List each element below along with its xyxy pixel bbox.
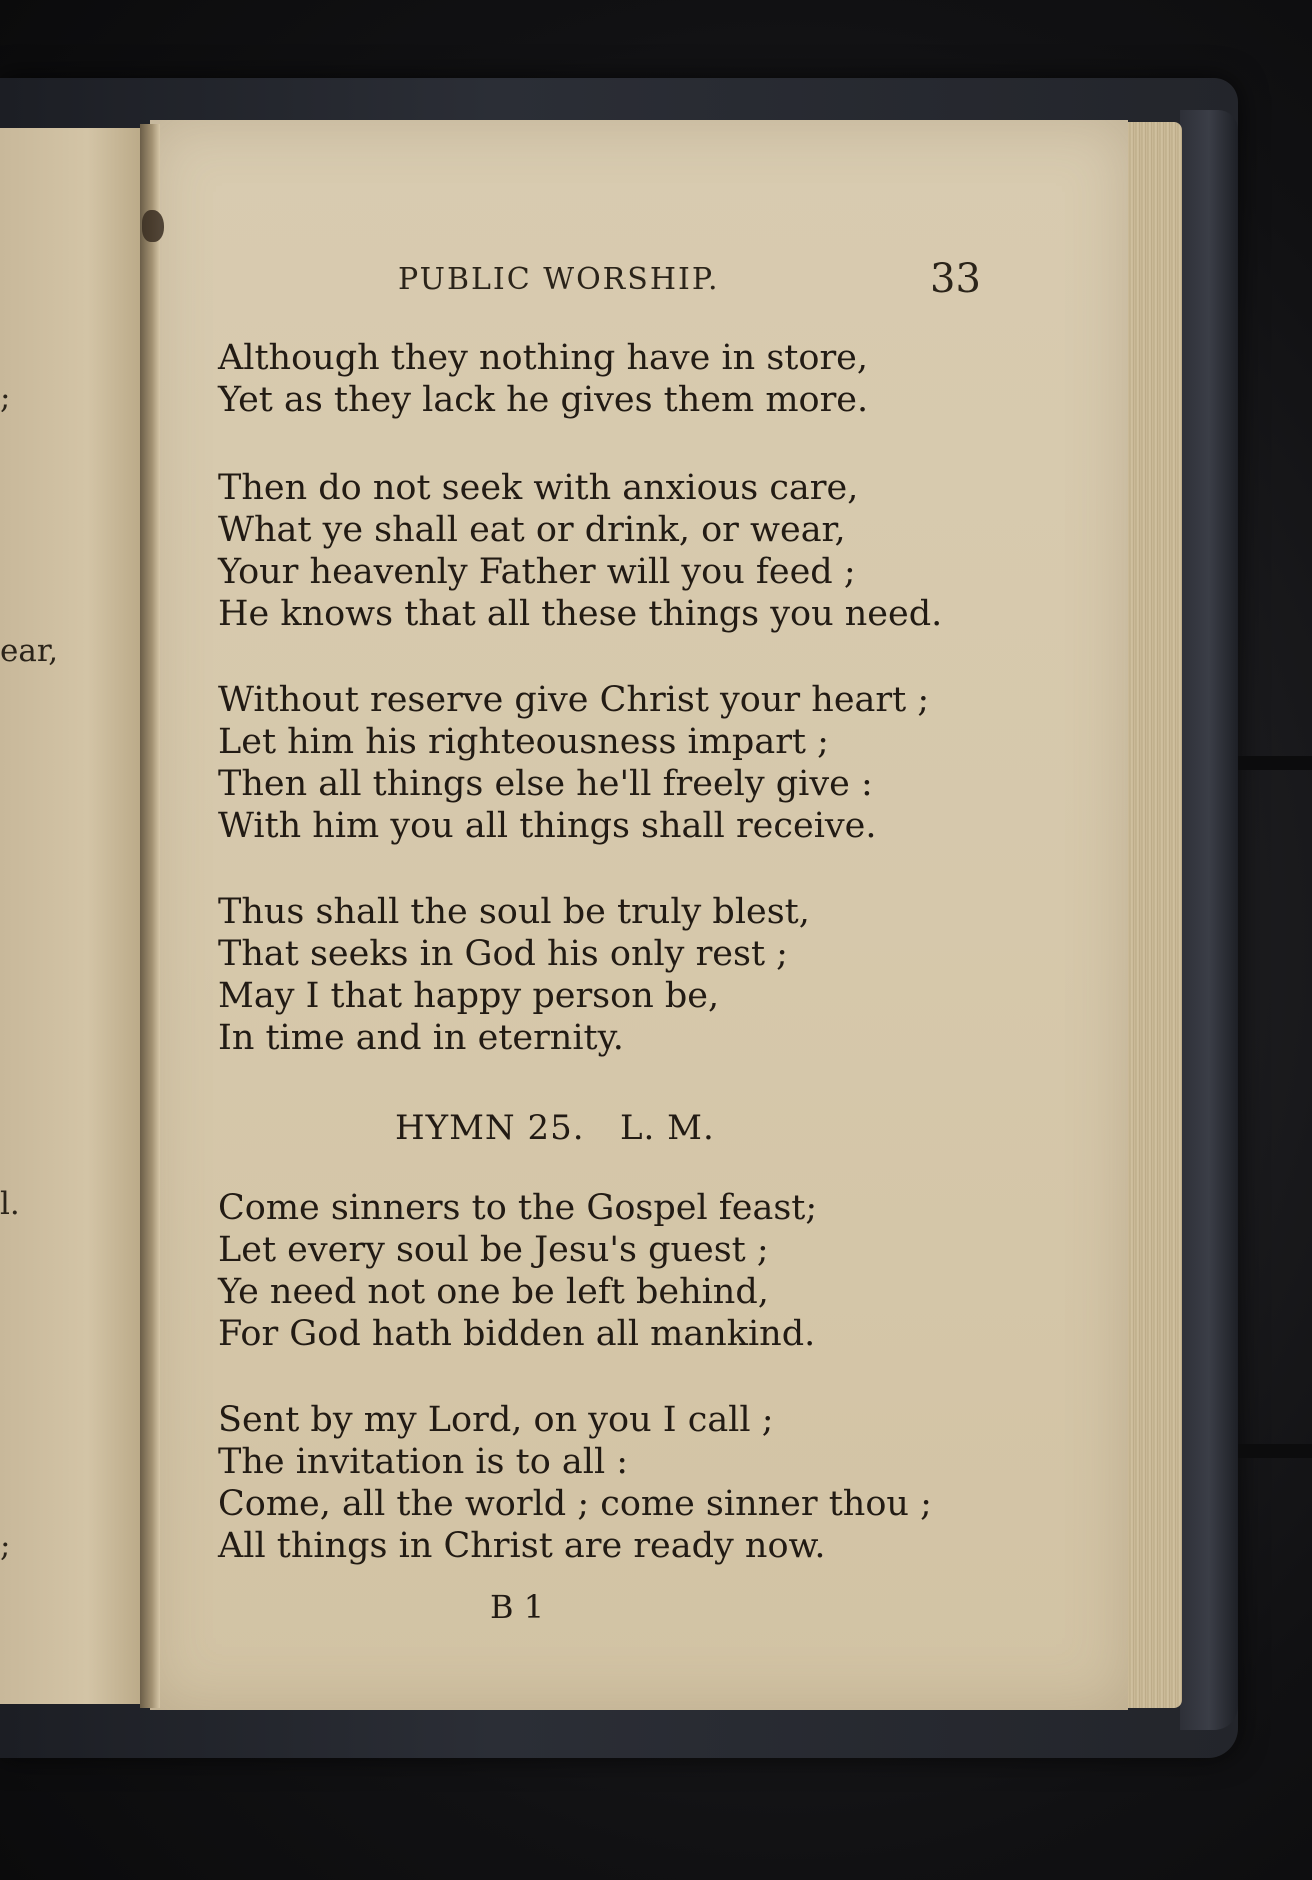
verse-line: Without reserve give Christ your heart ; xyxy=(218,680,930,720)
verse-line: Although they nothing have in store, xyxy=(218,338,869,378)
verse-line: Let every soul be Jesu's guest ; xyxy=(218,1230,769,1270)
verse-line: With him you all things shall receive. xyxy=(218,806,877,846)
verse-line: What ye shall eat or drink, or wear, xyxy=(218,510,846,550)
left-fragment-2: ear, xyxy=(0,633,59,669)
left-fragment-1: ; xyxy=(0,380,11,416)
verse-line: For God hath bidden all mankind. xyxy=(218,1314,816,1354)
left-fragment-3: l. xyxy=(0,1186,20,1222)
verse-line: Come, all the world ; come sinner thou ; xyxy=(218,1484,932,1524)
left-fragment-4: ; xyxy=(0,1528,11,1564)
verse-line: May I that happy person be, xyxy=(218,976,720,1016)
verse-line: That seeks in God his only rest ; xyxy=(218,934,788,974)
cover-edge xyxy=(1180,110,1238,1730)
verse-line: He knows that all these things you need. xyxy=(218,594,943,634)
stanza-2 xyxy=(218,467,942,635)
verse-line: Ye need not one be left behind, xyxy=(218,1272,769,1312)
page-number: 33 xyxy=(930,256,981,302)
stanza-3 xyxy=(218,679,929,847)
verse-line: All things in Christ are ready now. xyxy=(218,1526,826,1566)
verse-line: The invitation is to all : xyxy=(218,1442,629,1482)
signature-mark: B 1 xyxy=(490,1588,545,1626)
strap-1 xyxy=(1238,756,1312,770)
verse-line: Let him his righteousness impart ; xyxy=(218,722,829,762)
verse-line: In time and in eternity. xyxy=(218,1018,624,1058)
verse-line: Come sinners to the Gospel feast; xyxy=(218,1188,818,1228)
stanza-6 xyxy=(218,1399,932,1567)
stanza-5 xyxy=(218,1187,817,1355)
verse-line: Then do not seek with anxious care, xyxy=(218,468,859,508)
verse-line: Yet as they lack he gives them more. xyxy=(218,380,869,420)
verse-line: Sent by my Lord, on you I call ; xyxy=(218,1400,774,1440)
verse-line: Thus shall the soul be truly blest, xyxy=(218,892,810,932)
stanza-4 xyxy=(218,891,810,1059)
stanza-1 xyxy=(218,337,868,421)
verse-line: Then all things else he'll freely give : xyxy=(218,764,873,804)
verse-line: Your heavenly Father will you feed ; xyxy=(218,552,856,592)
running-head: PUBLIC WORSHIP. xyxy=(398,262,720,297)
strap-2 xyxy=(1238,1444,1312,1458)
left-page xyxy=(0,128,146,1704)
stain-mark xyxy=(142,210,164,242)
hymn-heading: HYMN 25. L. M. xyxy=(395,1108,715,1148)
gutter xyxy=(140,124,160,1708)
